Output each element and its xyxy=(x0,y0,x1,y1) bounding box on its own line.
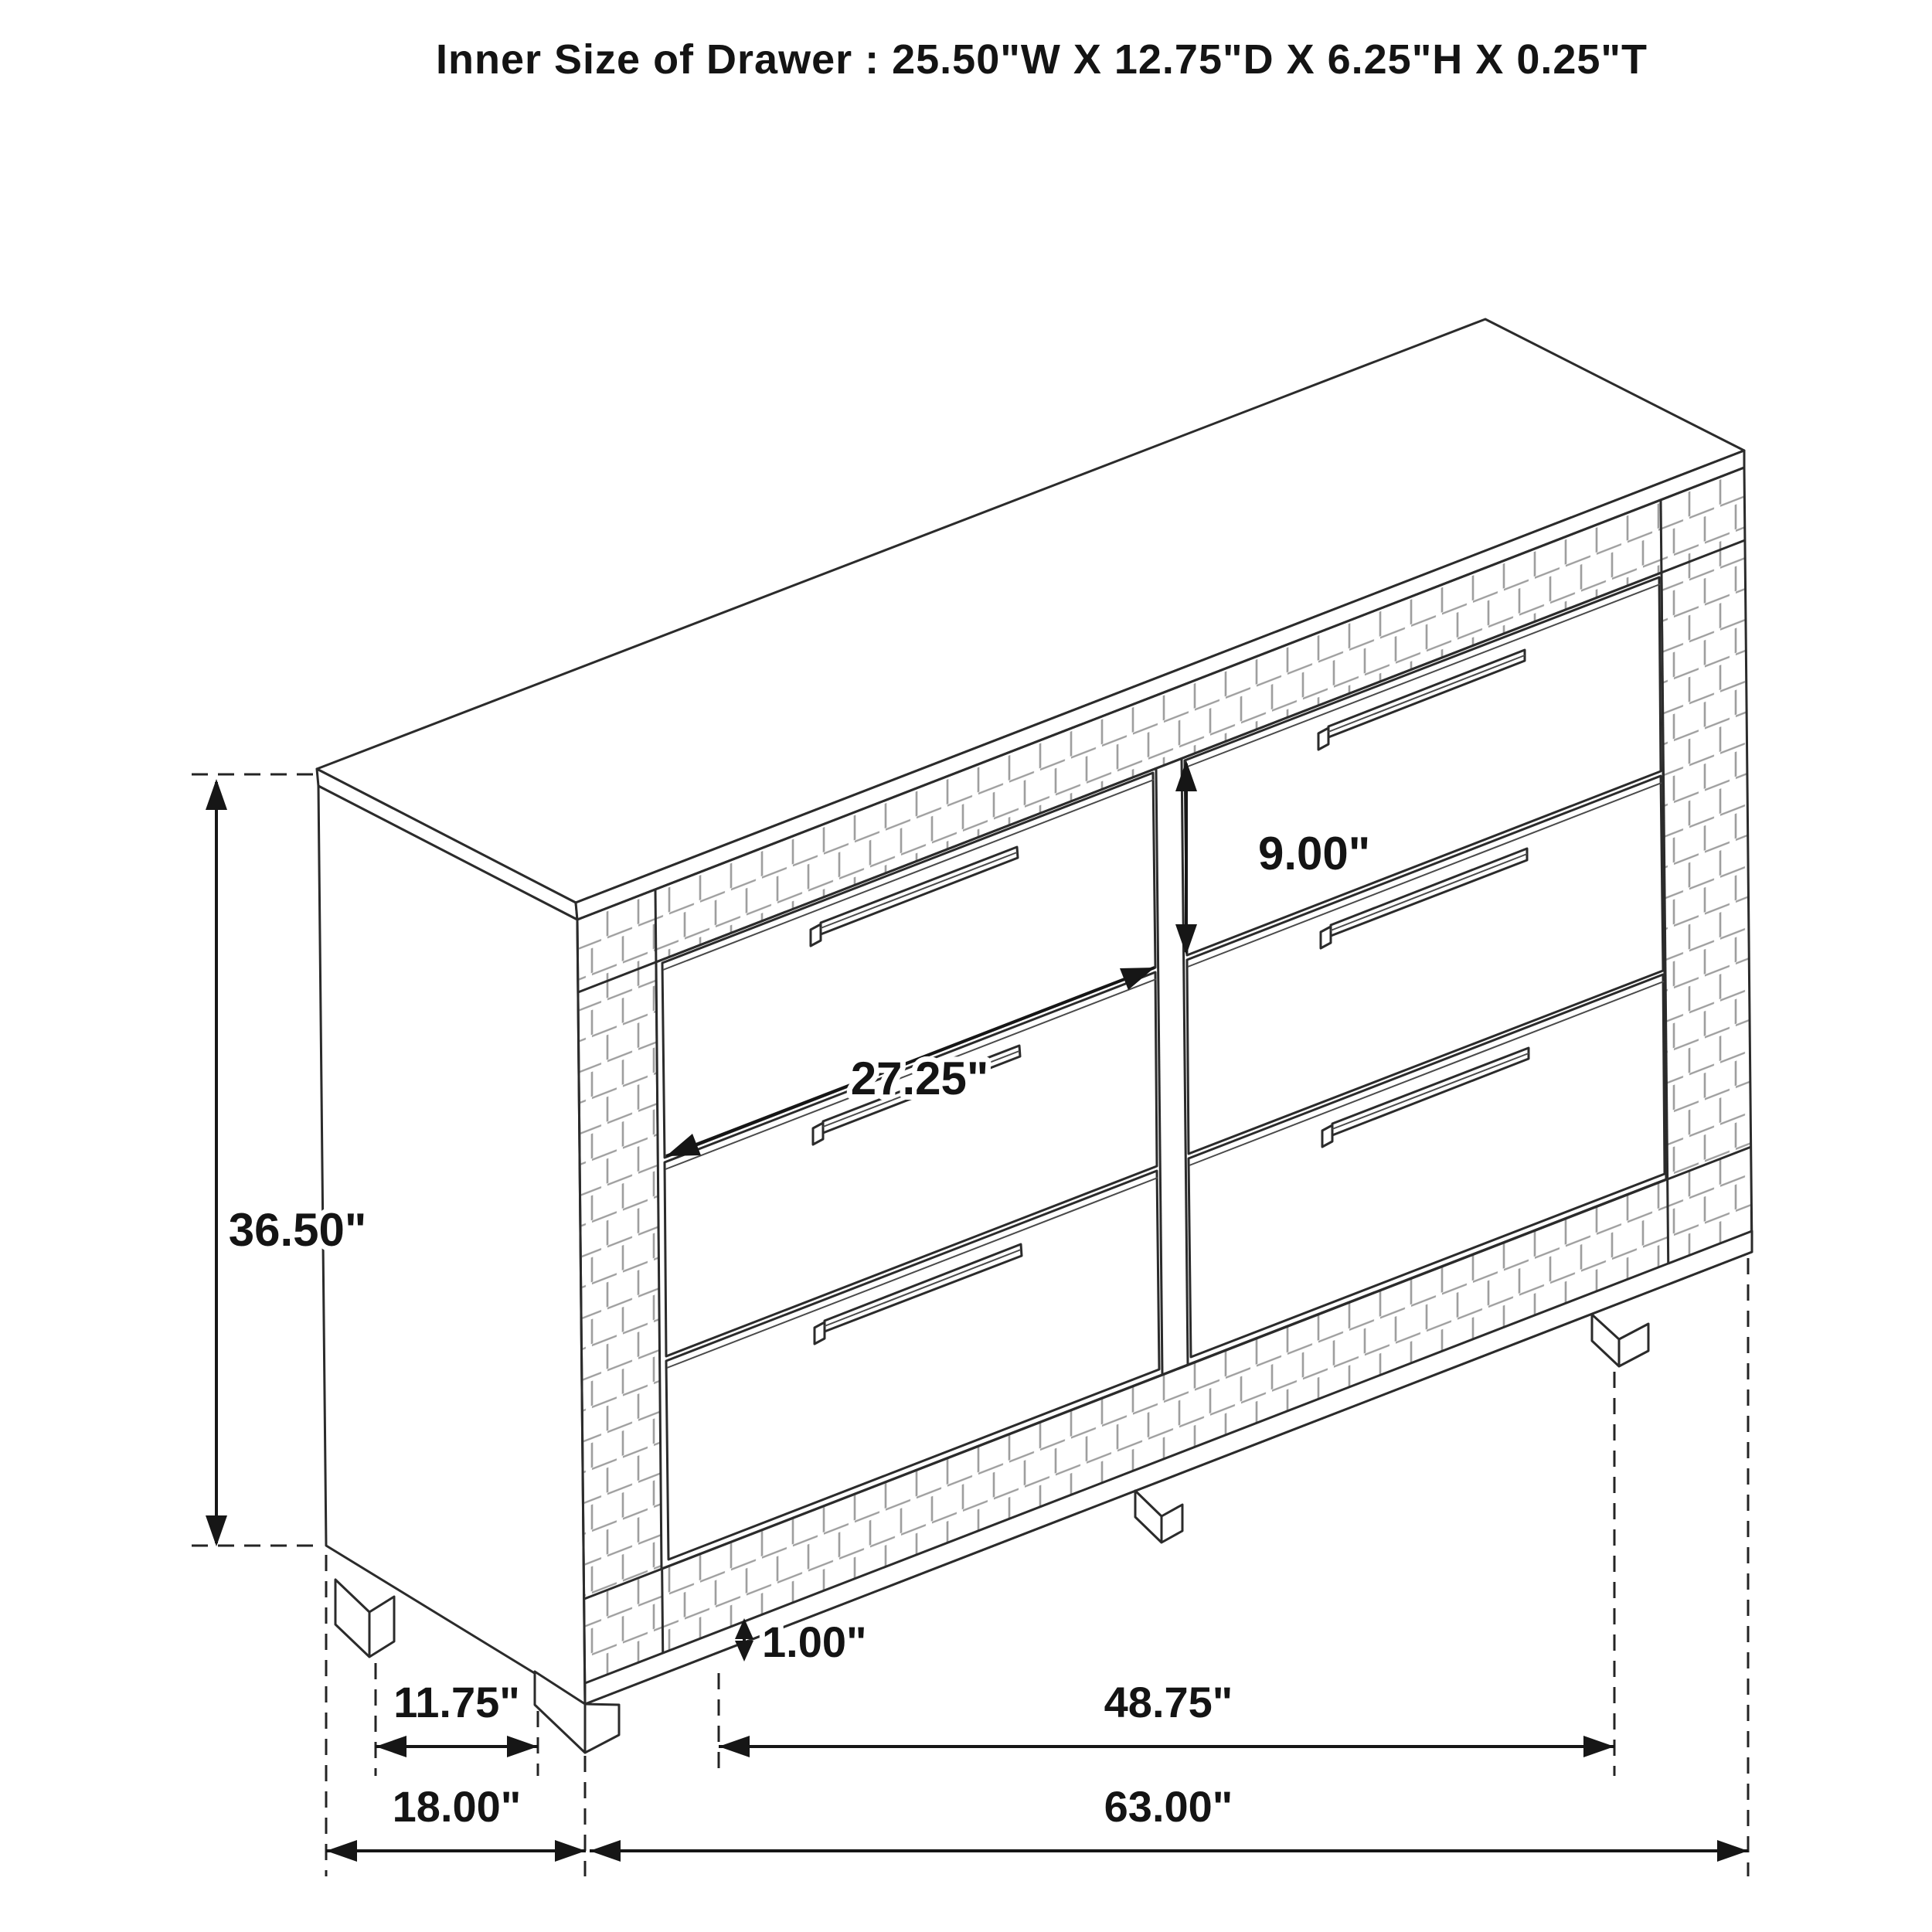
foot-back-left xyxy=(335,1580,394,1657)
arrowhead-icon xyxy=(206,1515,227,1546)
overall-height-label: 36.50" xyxy=(228,1204,367,1256)
arrowhead-icon xyxy=(206,779,227,810)
dresser-body xyxy=(317,319,1752,1753)
arrowhead-icon xyxy=(507,1736,538,1757)
foot-inset-depth-label: 11.75" xyxy=(393,1678,520,1726)
arrowhead-icon xyxy=(555,1840,586,1862)
drawer-height-label: 9.00" xyxy=(1258,828,1371,879)
overall-width-label: 63.00" xyxy=(1104,1782,1233,1831)
overall-depth-label: 18.00" xyxy=(392,1782,522,1831)
dim-overall-depth xyxy=(326,1782,586,1862)
arrowhead-icon xyxy=(719,1736,750,1757)
drawing-title: Inner Size of Drawer : 25.50"W X 12.75"D X 6.25"H X 0.25"T xyxy=(435,36,1648,83)
drawer-width-label: 27.25" xyxy=(850,1053,989,1104)
feet-span-label: 48.75" xyxy=(1104,1678,1233,1726)
dim-overall-width xyxy=(590,1782,1748,1862)
dim-feet-span xyxy=(719,1678,1614,1757)
base-clearance-label: 1.00" xyxy=(762,1617,867,1666)
arrowhead-icon xyxy=(735,1641,753,1662)
arrowhead-icon xyxy=(326,1840,357,1862)
foot-front-center xyxy=(1135,1491,1182,1543)
dim-foot-inset-depth xyxy=(376,1678,538,1757)
arrowhead-icon xyxy=(590,1840,621,1862)
arrowhead-icon xyxy=(1717,1840,1748,1862)
arrowhead-icon xyxy=(1583,1736,1614,1757)
arrowhead-icon xyxy=(376,1736,406,1757)
